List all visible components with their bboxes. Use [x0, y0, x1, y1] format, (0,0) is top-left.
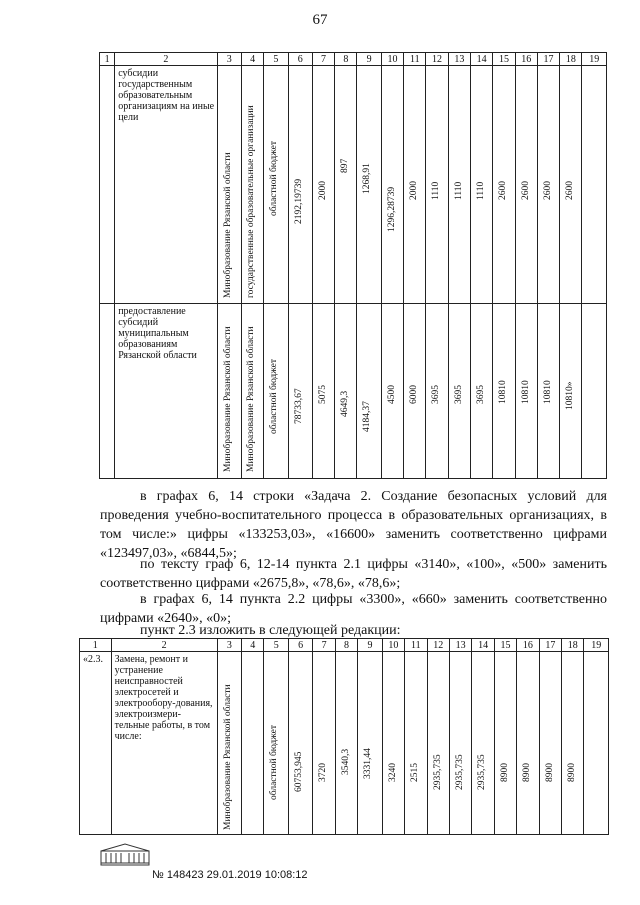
header-cell: 6: [288, 639, 312, 652]
value-cell: 2000: [409, 181, 420, 200]
table-top-header: [100, 53, 607, 66]
header-cell: 14: [472, 639, 494, 652]
table-row: [100, 304, 607, 479]
page-number: 67: [312, 12, 328, 28]
value-cell: 2600: [565, 181, 576, 200]
value-cell: 2600: [542, 181, 553, 200]
header-cell: 2: [111, 639, 217, 652]
value-cell: 2935,735: [432, 754, 443, 790]
value-cell: 2000: [317, 181, 328, 200]
header-cell: 12: [427, 639, 449, 652]
source-cell: областной бюджет: [269, 140, 280, 216]
executor-cell: Минобразование Рязанской области: [222, 152, 233, 298]
value-cell: 3720: [318, 763, 329, 782]
value-cell: 78733,67: [293, 388, 304, 424]
value-cell: 1296,28739: [386, 186, 397, 232]
header-cell: 13: [449, 639, 471, 652]
value-cell: 2515: [410, 763, 421, 782]
paragraph: пункт 2.3 изложить в следующей редакции:: [140, 623, 401, 638]
value-cell: 1268,91: [362, 163, 373, 194]
row-name: субсидии государственным образовательным организациям на иные цели: [115, 66, 217, 304]
value-cell: 10810: [498, 380, 509, 404]
header-cell: 4: [241, 53, 263, 66]
header-cell: 11: [405, 639, 427, 652]
header-cell: 9: [358, 639, 382, 652]
table-row: [80, 652, 609, 835]
paragraph: в графах 6, 14 пункта 2.2 цифры «3300», «660» заменить соответственно цифрами «2640», «0»;: [100, 592, 607, 626]
recipient-cell: государственные образовательные организации: [245, 105, 256, 298]
row-number-cell: «2.3.: [80, 652, 112, 835]
paragraph: в графах 6, 14 строки «Задача 2. Создание безопасных условий для проведения учебно-воспитательного процесса в образовательных организациях, в том числе:» цифры «133253,03», «16600» заменить соответственно цифрами «123497,03», «6844,5»;: [100, 489, 607, 561]
executor-cell: Минобразование Рязанской области: [222, 684, 233, 830]
value-cell: 60753,945: [293, 751, 304, 792]
value-cell: 2192,19739: [293, 178, 304, 224]
header-cell: 14: [471, 53, 493, 66]
header-cell: 15: [494, 639, 516, 652]
value-cell: 3331,44: [363, 748, 374, 779]
paragraph: по тексту граф 6, 12-14 пункта 2.1 цифры «3140», «100», «500» заменить соответственно цифрами «2675,8», «78,6», «78,6»;: [100, 557, 607, 591]
row-name: предоставление субсидий муниципальным образованиям Рязанской области: [115, 304, 217, 479]
value-cell: 8900: [544, 763, 555, 782]
value-cell: 3240: [387, 763, 398, 782]
header-cell: 8: [335, 53, 357, 66]
executor-cell: Минобразование Рязанской области: [222, 326, 233, 472]
header-cell: 17: [537, 53, 559, 66]
value-cell: 10810: [520, 380, 531, 404]
header-cell: 18: [562, 639, 584, 652]
value-cell: 6000: [409, 385, 420, 404]
value-cell: 4184,37: [362, 401, 373, 432]
value-cell: 1110: [476, 181, 486, 200]
value-cell: 3695: [476, 385, 486, 404]
source-cell: областной бюджет: [269, 724, 280, 800]
header-cell: 8: [335, 639, 357, 652]
header-cell: 7: [312, 53, 334, 66]
table-top: [99, 52, 607, 479]
header-cell: 16: [517, 639, 539, 652]
header-cell: 16: [515, 53, 537, 66]
recipient-cell: Минобразование Рязанской области: [245, 326, 256, 472]
value-cell: 2600: [520, 181, 531, 200]
header-cell: 5: [264, 53, 288, 66]
value-cell: 10810: [542, 380, 553, 404]
value-cell: 2600: [498, 181, 509, 200]
value-cell: 3695: [431, 385, 442, 404]
value-cell: 4500: [386, 385, 397, 404]
header-cell: 3: [217, 53, 241, 66]
value-cell: 3540,3: [340, 748, 351, 775]
header-cell: 5: [264, 639, 288, 652]
header-cell: 2: [115, 53, 217, 66]
source-cell: областной бюджет: [269, 358, 280, 434]
value-cell: 1110: [453, 181, 464, 200]
header-cell: 1: [80, 639, 112, 652]
value-cell: 8900: [499, 763, 510, 782]
row-number-cell: [100, 304, 115, 479]
table-bottom: [79, 638, 609, 835]
header-cell: 10: [382, 639, 404, 652]
header-cell: 10: [381, 53, 403, 66]
header-cell: 6: [288, 53, 312, 66]
value-cell: 897: [340, 158, 351, 173]
row-number-cell: [100, 66, 115, 304]
header-cell: 7: [313, 639, 335, 652]
header-cell: 9: [357, 53, 381, 66]
value-cell: 2935,735: [477, 754, 488, 790]
header-cell: 3: [217, 639, 241, 652]
table-bottom-header: [80, 639, 609, 652]
value-cell: 8900: [567, 763, 578, 782]
value-cell: 8900: [522, 763, 533, 782]
header-cell: 17: [539, 639, 561, 652]
document-registration-line: № 148423 29.01.2019 10:08:12: [152, 869, 308, 881]
header-cell: 11: [404, 53, 426, 66]
header-cell: 15: [493, 53, 515, 66]
header-cell: 19: [584, 639, 609, 652]
header-cell: 19: [582, 53, 607, 66]
header-cell: 18: [560, 53, 582, 66]
value-cell: 5075: [317, 385, 328, 404]
building-logo-icon: [99, 843, 151, 867]
value-cell: 2935,735: [454, 754, 465, 790]
value-cell: 1110: [431, 181, 442, 200]
table-row: [100, 66, 607, 304]
row-name: Замена, ремонт и устранение неисправностей электросетей и электрообору-дования, электроизмери-тельные работы, в том числе:: [111, 652, 217, 835]
header-cell: 1: [100, 53, 115, 66]
value-cell: 3695: [453, 385, 464, 404]
value-cell: 10810»: [565, 381, 576, 410]
header-cell: 13: [448, 53, 470, 66]
value-cell: 4649,3: [340, 390, 351, 417]
header-cell: 4: [242, 639, 264, 652]
header-cell: 12: [426, 53, 448, 66]
